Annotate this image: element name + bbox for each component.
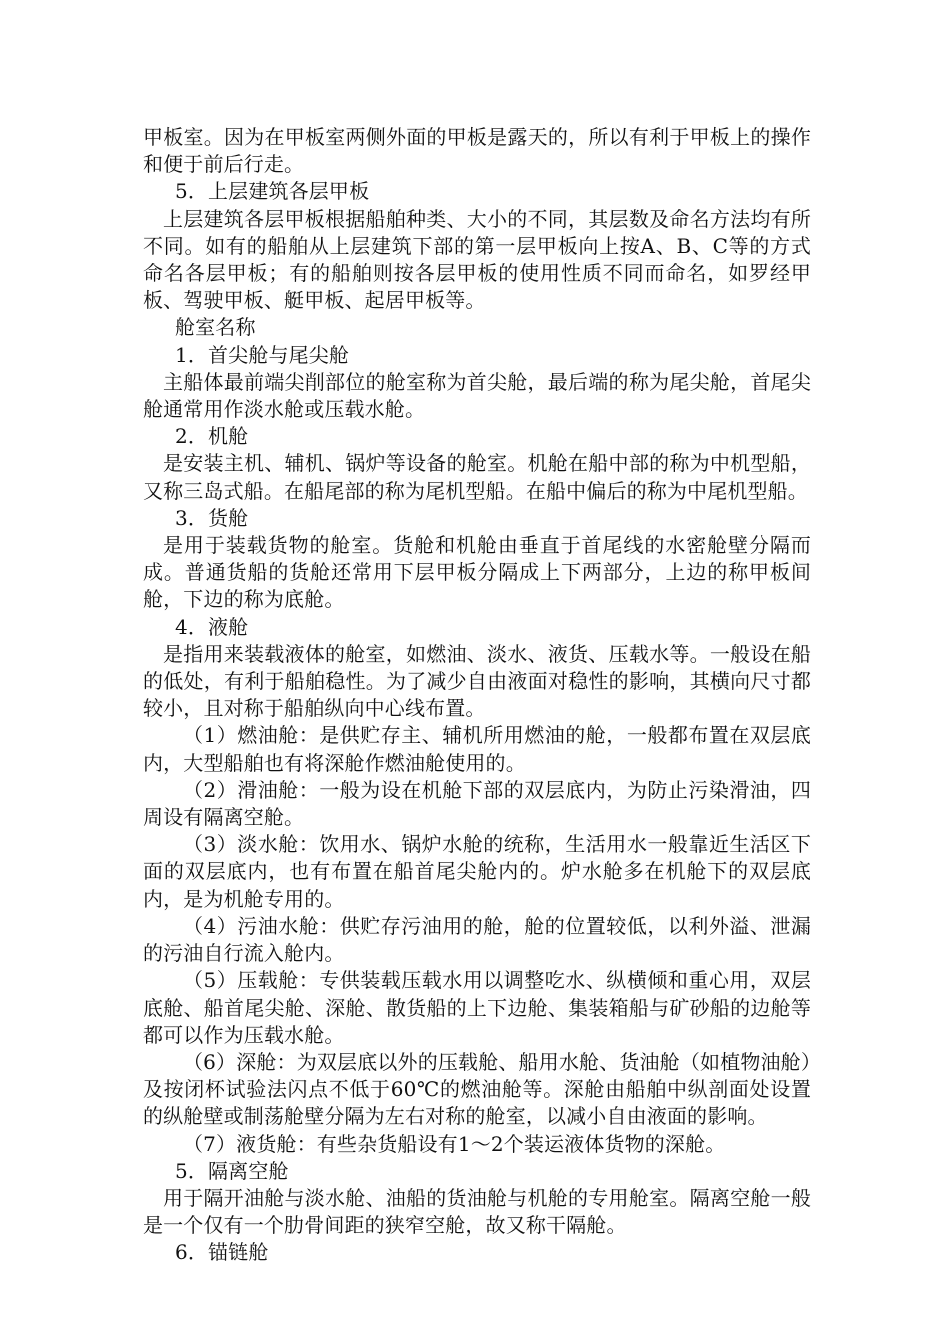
list-item: （2）滑油舱：一般为设在机舱下部的双层底内，为防止污染滑油，四周设有隔离空舱。 [143,777,811,830]
paragraph: 是指用来装载液体的舱室，如燃油、淡水、液货、压载水等。一般设在船的低处，有利于船舶稳性。为了减少自由液面对稳性的影响，其横向尺寸都较小，且对称于船舶纵向中心线布置。 [143,641,811,721]
paragraph: 用于隔开油舱与淡水舱、油船的货油舱与机舱的专用舱室。隔离空舱一般是一个仅有一个肋骨间距的狭窄空舱，故又称干隔舱。 [143,1185,811,1238]
paragraph: 甲板室。因为在甲板室两侧外面的甲板是露天的，所以有利于甲板上的操作和便于前后行走。 [143,125,811,177]
list-item: （3）淡水舱：饮用水、锅炉水舱的统称，生活用水一般靠近生活区下面的双层底内，也有布置在船首尾尖舱内的。炉水舱多在机舱下的双层底内，是为机舱专用的。 [143,832,811,911]
section-heading: 5．隔离空舱 [175,1158,289,1183]
list-item: （1）燃油舱：是供贮存主、辅机所用燃油的舱，一般都布置在双层底内，大型船舶也有将深舱作燃油舱使用的。 [143,723,811,775]
paragraph: 是用于装载货物的舱室。货舱和机舱由垂直于首尾线的水密舱壁分隔而成。普通货船的货舱还常用下层甲板分隔成上下两部分，上边的称甲板间舱，下边的称为底舱。 [143,533,811,612]
list-item: （6）深舱：为双层底以外的压载舱、船用水舱、货油舱（如植物油舱）及按闭杯试验法闪点不低于60℃的燃油舱等。深舱由船舶中纵剖面处设置的纵舱壁或制荡舱壁分隔为左右对称的舱室，以减小自由液面的影响。 [143,1049,811,1129]
section-heading: 4．液舱 [175,614,249,639]
list-item: （4）污油水舱：供贮存污油用的舱，舱的位置较低，以利外溢、泄漏的污油自行流入舱内。 [143,913,811,966]
section-heading: 舱室名称 [175,315,256,340]
paragraph: 上层建筑各层甲板根据船舶种类、大小的不同，其层数及命名方法均有所不同。如有的船舶从上层建筑下部的第一层甲板向上按A、B、C等的方式命名各层甲板；有的船舶则按各层甲板的使用性质不同而命名，如罗经甲板、驾驶甲板、艇甲板、起居甲板等。 [143,206,811,313]
list-item: （5）压载舱：专供装载压载水用以调整吃水、纵横倾和重心用，双层底舱、船首尾尖舱、深舱、散货船的上下边舱、集装箱船与矿砂船的边舱等都可以作为压载水舱。 [143,968,811,1047]
section-heading: 3．货舱 [175,505,249,530]
section-heading: 1．首尖舱与尾尖舱 [175,342,350,367]
list-item: （7）液货舱：有些杂货船设有1～2个装运液体货物的深舱。 [183,1131,726,1156]
paragraph: 主船体最前端尖削部位的舱室称为首尖舱，最后端的称为尾尖舱，首尾尖舱通常用作淡水舱或压载水舱。 [143,369,811,422]
section-heading: 2．机舱 [175,424,249,449]
document-body [143,124,811,1267]
paragraph: 是安装主机、辅机、锅炉等设备的舱室。机舱在船中部的称为中机型船，又称三岛式船。在船尾部的称为尾机型船。在船中偏后的称为中尾机型船。 [143,451,811,503]
section-heading: 6．锚链舱 [175,1240,269,1265]
section-heading: 5．上层建筑各层甲板 [175,179,370,204]
